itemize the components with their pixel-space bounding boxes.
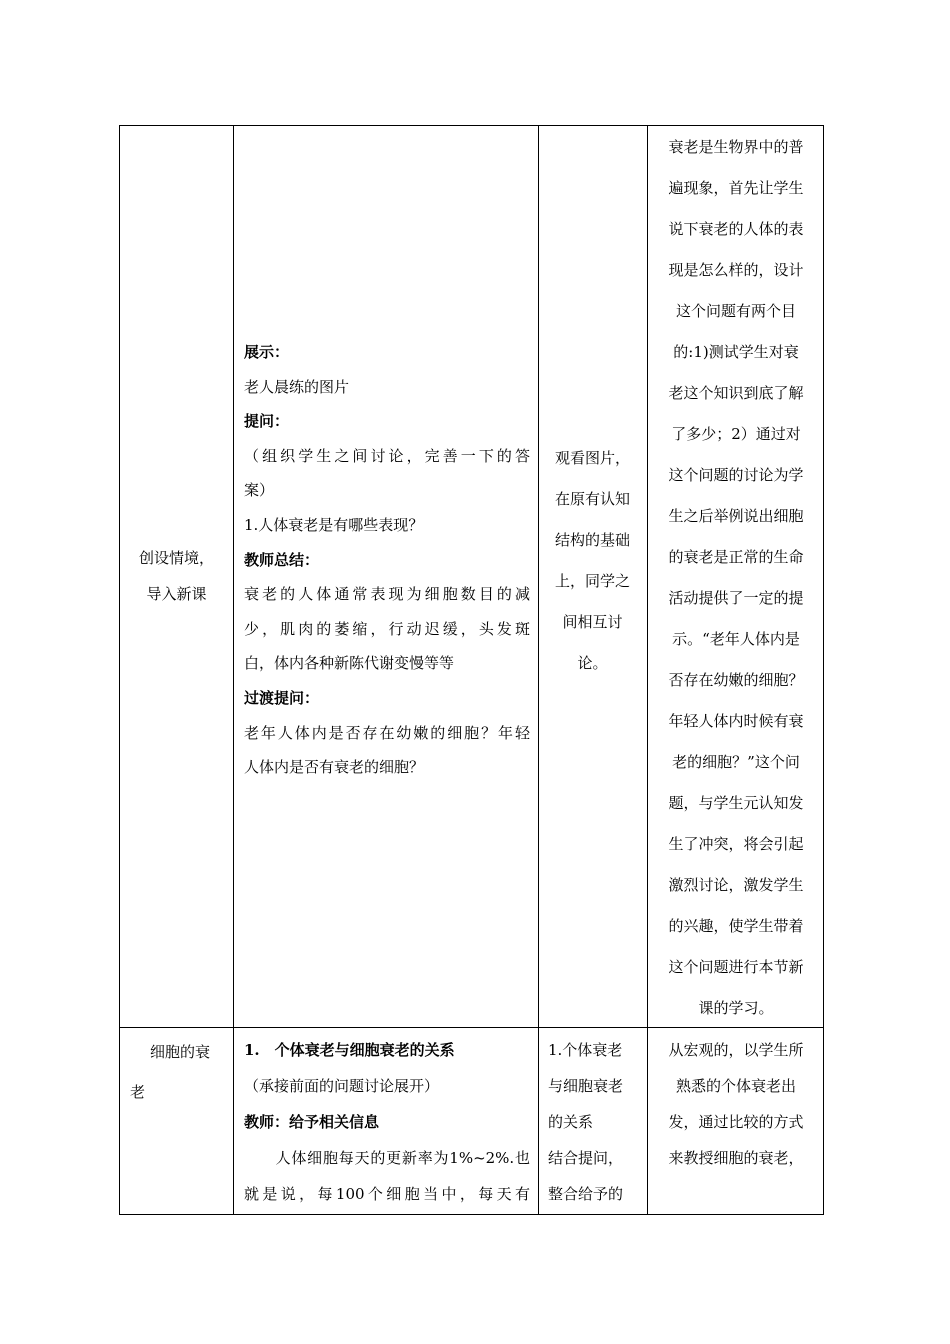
section-heading: 1. 个体衰老与细胞衰老的关系	[244, 1041, 455, 1059]
teacher-activity-cell-cell-aging	[244, 1032, 530, 1212]
text-line: 这个问题进行本节新	[668, 958, 804, 976]
stage-cell-cell-aging	[130, 1032, 233, 1112]
text-line: 老的细胞？”这个问	[672, 753, 800, 771]
text-line: 与细胞衰老	[548, 1077, 624, 1095]
text-line: 结合提问，	[548, 1149, 624, 1167]
text-line: 这个问题的讨论为学	[668, 466, 804, 484]
text-line: 激烈讨论，激发学生	[668, 876, 804, 894]
student-activity-cell-cell-aging	[548, 1032, 641, 1212]
text-line: 的关系	[548, 1113, 594, 1131]
text-line: 生了冲突，将会引起	[668, 835, 804, 853]
text-line: 的:1)测试学生对衰	[673, 343, 799, 361]
text-line: 结构的基础	[554, 531, 630, 549]
text-line: 的兴趣，使学生带着	[668, 917, 804, 935]
text-line: 题，与学生元认知发	[668, 794, 804, 812]
teacher-activity-cell-intro	[244, 335, 530, 785]
text-line: 现是怎么样的，设计	[668, 261, 804, 279]
text-line: （承接前面的问题讨论展开）	[244, 1077, 440, 1095]
lesson-plan-table	[119, 125, 824, 1215]
section-heading: 教师总结：	[244, 550, 320, 569]
text-line: 在原有认知	[554, 490, 630, 508]
text-line: 老年人体内是否存在幼嫩的细胞？年轻	[244, 723, 530, 742]
text-line: 人体内是否有衰老的细胞？	[244, 758, 425, 777]
text-line: 课的学习。	[698, 999, 774, 1017]
stage-line: 创设情境，	[138, 549, 214, 567]
text-line: 衰老的人体通常表现为细胞数目的减	[244, 585, 530, 604]
stage-line: 细胞的衰	[150, 1043, 211, 1061]
section-heading: 过渡提问：	[244, 688, 320, 707]
text-line: 衰老是生物界中的普	[668, 138, 804, 156]
text-line: 活动提供了一定的提	[668, 589, 804, 607]
text-line: 1.人体衰老是有哪些表现？	[244, 515, 424, 534]
text-line: 生之后举例说出细胞	[668, 507, 804, 525]
text-line: 从宏观的，以学生所	[668, 1041, 804, 1059]
text-line: 年轻人体内时候有衰	[668, 712, 804, 730]
text-line: 发，通过比较的方式	[668, 1113, 804, 1131]
text-line: 案）	[244, 481, 275, 500]
text-line: 上，同学之	[554, 572, 630, 590]
text-line: 整合给予的	[548, 1185, 624, 1203]
text-line: 就是说，每100个细胞当中，每天有	[244, 1185, 530, 1203]
text-line: 老人晨练的图片	[244, 377, 350, 396]
section-heading: 展示：	[244, 343, 290, 361]
text-line: 来教授细胞的衰老，	[668, 1149, 804, 1167]
text-line: 否存在幼嫩的细胞？	[668, 671, 804, 689]
text-line: 遍现象，首先让学生	[668, 179, 804, 197]
stage-line: 老	[130, 1083, 146, 1101]
text-line: 了多少；2）通过对	[671, 425, 801, 443]
section-heading: 教师：给予相关信息	[244, 1113, 380, 1131]
text-line: 老这个知识到底了解	[668, 384, 804, 402]
student-activity-cell-intro	[538, 438, 647, 684]
text-line: 这个问题有两个目	[675, 302, 796, 320]
text-line: 间相互讨	[562, 613, 623, 631]
stage-cell-intro	[120, 540, 233, 612]
text-line: 论。	[577, 654, 608, 672]
section-heading: 提问：	[244, 412, 290, 431]
column-divider	[233, 126, 234, 1214]
text-line: 观看图片，	[554, 449, 630, 467]
text-line: 熟悉的个体衰老出	[675, 1077, 796, 1095]
text-line: 1.个体衰老	[548, 1041, 623, 1059]
text-line: 的衰老是正常的生命	[668, 548, 804, 566]
design-intent-cell-intro	[647, 127, 825, 1029]
text-line: 人体细胞每天的更新率为1%~2%.也	[244, 1149, 530, 1167]
text-line: 少，肌肉的萎缩，行动迟缓，头发斑	[244, 619, 530, 638]
text-line: 说下衰老的人体的表	[668, 220, 804, 238]
text-line: 示。“老年人体内是	[672, 630, 800, 648]
text-line: （组织学生之间讨论，完善一下的答	[244, 446, 530, 465]
design-intent-cell-cell-aging	[647, 1032, 825, 1176]
stage-line: 导入新课	[146, 585, 207, 603]
text-line: 白，体内各种新陈代谢变慢等等	[244, 654, 455, 673]
